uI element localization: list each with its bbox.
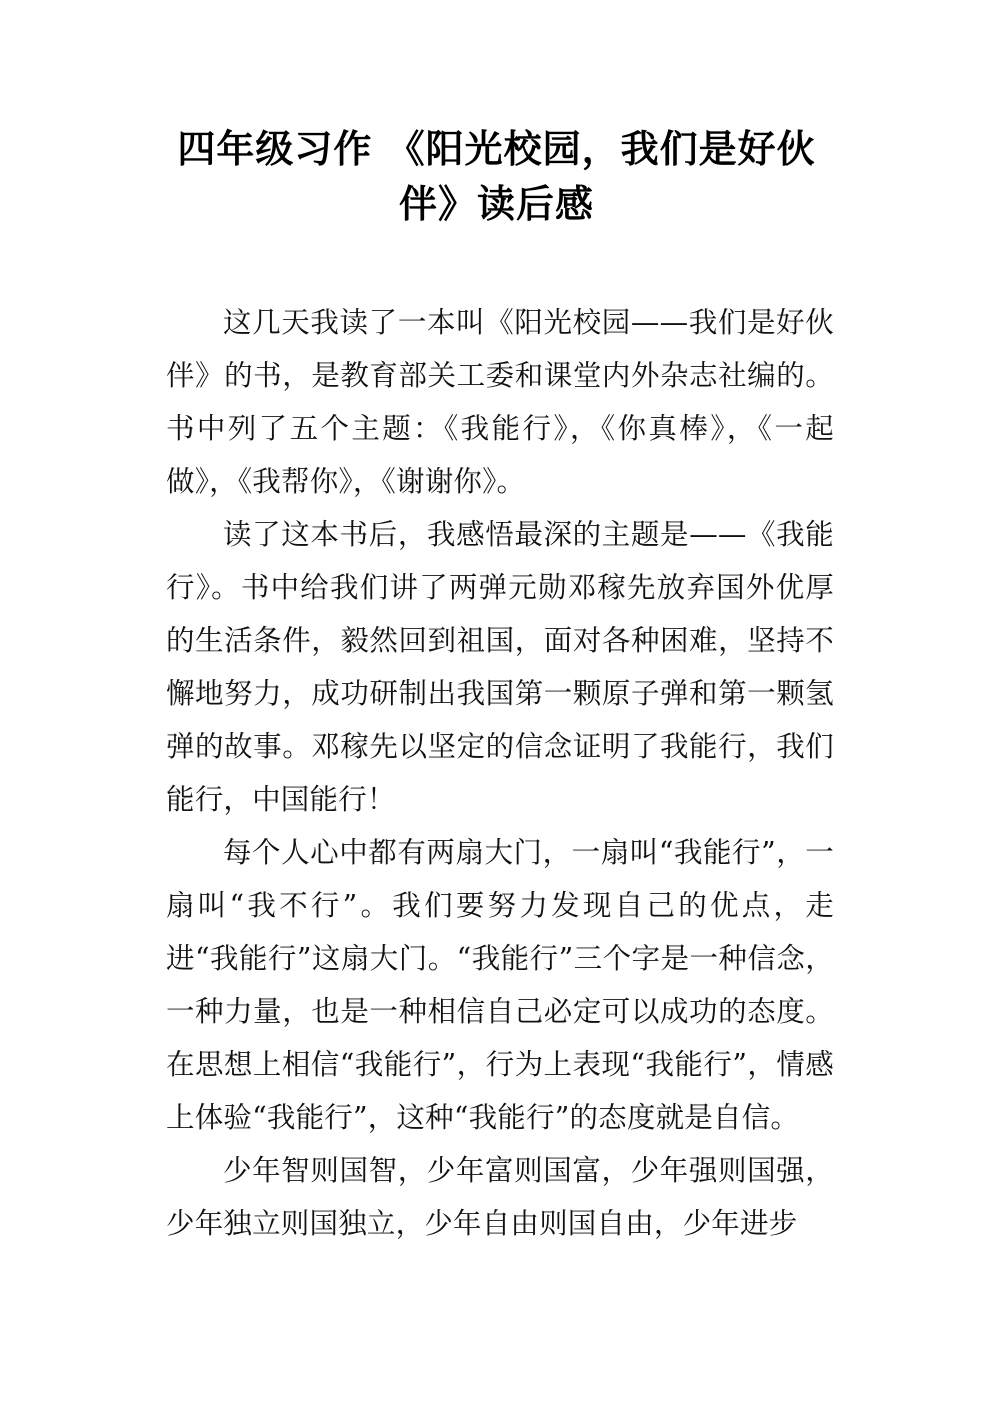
- document-body: [166, 296, 834, 1250]
- paragraph-3: 每个人心中都有两扇大门，一扇叫“我能行”，一扇叫“我不行”。我们要努力发现自己的优点，走进“我能行”这扇大门。“我能行”三个字是一种信念，一种力量，也是一种相信自己必定可以成功的态度。在思想上相信“我能行”，行为上表现“我能行”，情感上体验“我能行”，这种“我能行”的态度就是自信。: [166, 836, 834, 1134]
- paragraph-1: 这几天我读了一本叫《阳光校园——我们是好伙伴》的书，是教育部关工委和课堂内外杂志社编的。书中列了五个主题：《我能行》，《你真棒》，《一起做》，《我帮你》，《谢谢你》。: [166, 306, 834, 498]
- paragraph-4: 少年智则国智，少年富则国富，少年强则国强，少年独立则国独立，少年自由则国自由，少年进步: [166, 1154, 834, 1240]
- paragraph-2: 读了这本书后，我感悟最深的主题是——《我能行》。书中给我们讲了两弹元勋邓稼先放弃国外优厚的生活条件，毅然回到祖国，面对各种困难，坚持不懈地努力，成功研制出我国第一颗原子弹和第一颗氢弹的故事。邓稼先以坚定的信念证明了我能行，我们能行，中国能行！: [166, 518, 834, 816]
- document-title: 四年级习作 《阳光校园，我们是好伙伴》读后感: [177, 127, 816, 226]
